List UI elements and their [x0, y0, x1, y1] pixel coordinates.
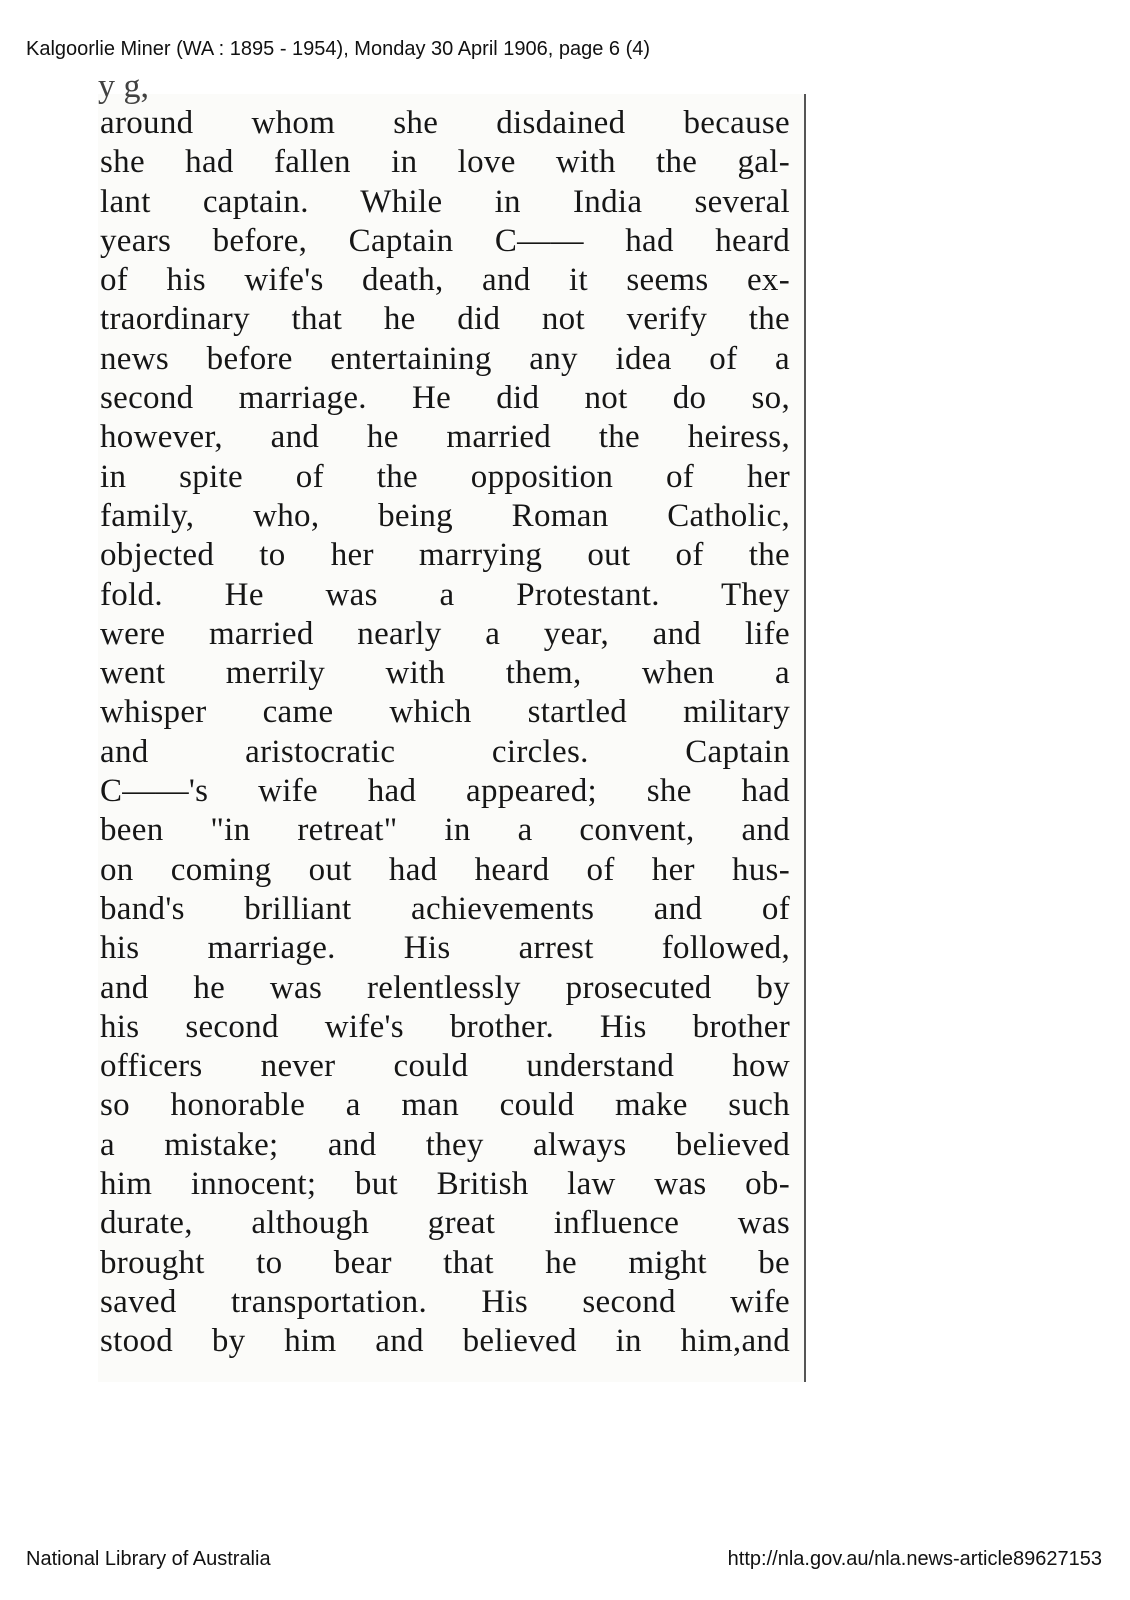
article-line: however, and he married the heiress,: [100, 419, 790, 456]
article-line: of his wife's death, and it seems ex-: [100, 262, 790, 299]
newspaper-clipping: [98, 68, 806, 1382]
article-line: his marriage. His arrest followed,: [100, 930, 790, 967]
article-line: been "in retreat" in a convent, and: [100, 812, 790, 849]
article-line: she had fallen in love with the gal-: [100, 144, 790, 181]
article-line: were married nearly a year, and life: [100, 615, 790, 652]
footer-url[interactable]: http://nla.gov.au/nla.news-article89627153: [727, 1548, 1102, 1570]
article-line: saved transportation. His second wife: [100, 1283, 790, 1320]
article-line: his second wife's brother. His brother: [100, 1008, 790, 1045]
article-line: fold. He was a Protestant. They: [100, 576, 790, 613]
article-line: and he was relentlessly prosecuted by: [100, 969, 790, 1006]
article-line: brought to bear that he might be: [100, 1244, 790, 1281]
article-line: went merrily with them, when a: [100, 655, 790, 692]
article-line: officers never could understand how: [100, 1048, 790, 1085]
article-line: band's brilliant achievements and of: [100, 890, 790, 927]
citation-header: Kalgoorlie Miner (WA : 1895 - 1954), Monday 30 April 1906, page 6 (4): [26, 38, 651, 60]
article-line: on coming out had heard of her hus-: [100, 851, 790, 888]
footer-source: National Library of Australia: [26, 1548, 271, 1570]
cut-off-line: y g,: [98, 68, 149, 105]
article-line: lant captain. While in India several: [100, 183, 790, 220]
article-line: years before, Captain C—— had heard: [100, 222, 790, 259]
article-line: news before entertaining any idea of a: [100, 340, 790, 377]
article-line: objected to her marrying out of the: [100, 537, 790, 574]
article-line: durate, although great influence was: [100, 1205, 790, 1242]
article-line: around whom she disdained because: [100, 105, 790, 141]
article-line: stood by him and believed in him,and: [100, 1323, 790, 1360]
column-rule: [804, 94, 806, 1382]
article-line: C——'s wife had appeared; she had: [100, 773, 790, 810]
article-line: a mistake; and they always believed: [100, 1126, 790, 1163]
article-line: whisper came which startled military: [100, 694, 790, 731]
article-line: and aristocratic circles. Captain: [100, 733, 790, 770]
article-line: second marriage. He did not do so,: [100, 380, 790, 417]
article-line: so honorable a man could make such: [100, 1087, 790, 1124]
article-line: family, who, being Roman Catholic,: [100, 497, 790, 534]
article-line: traordinary that he did not verify the: [100, 301, 790, 338]
article-text: [100, 104, 790, 1362]
article-line: him innocent; but British law was ob-: [100, 1166, 790, 1203]
article-line: in spite of the opposition of her: [100, 458, 790, 495]
